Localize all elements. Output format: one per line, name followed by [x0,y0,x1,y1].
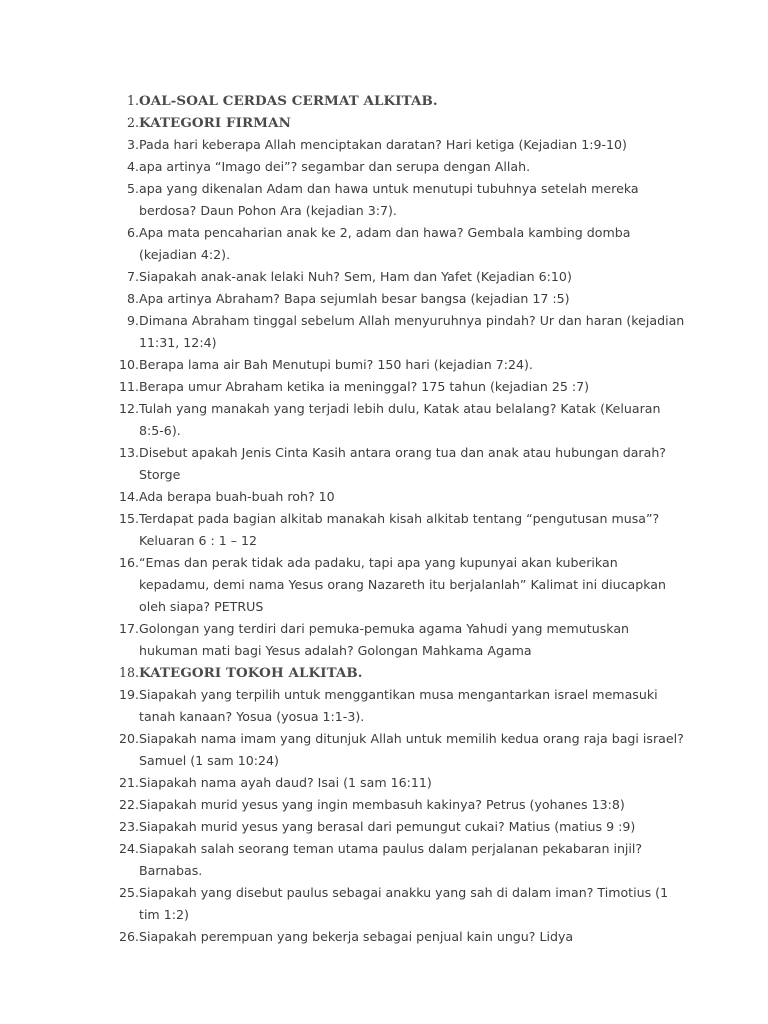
item-number [110,794,139,816]
item-number-label: 9. [126,313,139,328]
item-text: Berapa lama air Bah Menutupi bumi? 150 hari (kejadian 7:24). [139,357,533,372]
item-text: Ada berapa buah-buah roh? 10 [139,489,335,504]
item-text: Apa artinya Abraham? Bapa sejumlah besar bangsa (kejadian 17 :5) [139,291,570,306]
section-heading [110,662,685,684]
list-item [110,310,685,354]
item-number-label: 11. [118,379,139,394]
item-number [110,772,139,794]
item-number-label: 12. [118,401,139,416]
item-number-label: 18. [118,665,139,680]
item-number [110,926,139,948]
item-text: “Emas dan perak tidak ada padaku, tapi apa yang kupunyai akan kuberikan kepadamu, demi nama Yesus orang Nazareth itu berjalanlah” Kalimat ini diucapkan oleh siapa? PETRUS [139,555,666,614]
item-number [110,112,139,134]
item-text: Siapakah perempuan yang bekerja sebagai penjual kain ungu? Lidya [139,929,574,944]
item-number-label: 10. [118,357,139,372]
item-number-label: 25. [118,885,139,900]
item-number-label: 1. [126,93,139,108]
item-text: Berapa umur Abraham ketika ia meninggal? 175 tahun (kejadian 25 :7) [139,379,590,394]
list-item [110,772,685,794]
item-number [110,376,139,398]
item-number-label: 19. [118,687,139,702]
section-heading-text: KATEGORI FIRMAN [139,115,291,131]
item-number-label: 20. [118,731,139,746]
list-item [110,376,685,398]
item-number [110,90,139,112]
list-item [110,794,685,816]
item-number-label: 26. [118,929,139,944]
item-text: Siapakah nama imam yang ditunjuk Allah untuk memilih kedua orang raja bagi israel? Samuel (1 sam 10:24) [139,731,684,768]
list-item [110,486,685,508]
item-number-label: 3. [126,137,139,152]
item-number-label: 8. [126,291,139,306]
item-text: Tulah yang manakah yang terjadi lebih dulu, Katak atau belalang? Katak (Keluaran 8:5-6). [139,401,661,438]
list-item [110,684,685,728]
list-item [110,222,685,266]
item-number [110,838,139,860]
item-number [110,816,139,838]
item-text: Siapakah murid yesus yang ingin membasuh kakinya? Petrus (yohanes 13:8) [139,797,625,812]
item-number [110,882,139,904]
item-number [110,222,139,244]
item-number [110,684,139,706]
item-number [110,178,139,200]
item-text: Siapakah murid yesus yang berasal dari pemungut cukai? Matius (matius 9 :9) [139,819,636,834]
list-item [110,508,685,552]
section-heading [110,90,685,112]
list-item [110,728,685,772]
item-text: Siapakah nama ayah daud? Isai (1 sam 16:11) [139,775,432,790]
list-item [110,354,685,376]
item-text: Terdapat pada bagian alkitab manakah kisah alkitab tentang “pengutusan musa”? Keluaran 6 : 1 – 12 [139,511,660,548]
item-number [110,618,139,640]
item-text: Dimana Abraham tinggal sebelum Allah menyuruhnya pindah? Ur dan haran (kejadian 11:31, 12:4) [139,313,685,350]
item-number-label: 24. [118,841,139,856]
item-number-label: 17. [118,621,139,636]
item-text: Siapakah yang disebut paulus sebagai anakku yang sah di dalam iman? Timotius (1 tim 1:2) [139,885,669,922]
item-number [110,508,139,530]
item-number [110,552,139,574]
item-number [110,486,139,508]
item-number-label: 2. [126,115,139,130]
item-text: Siapakah yang terpilih untuk menggantikan musa mengantarkan israel memasuki tanah kanaan? Yosua (yosua 1:1-3). [139,687,658,724]
item-number [110,442,139,464]
list-item [110,882,685,926]
item-text: apa yang dikenalan Adam dan hawa untuk menutupi tubuhnya setelah mereka berdosa? Daun Pohon Ara (kejadian 3:7). [139,181,639,218]
item-text: Disebut apakah Jenis Cinta Kasih antara orang tua dan anak atau hubungan darah? Storge [139,445,666,482]
item-number-label: 7. [126,269,139,284]
list-item [110,816,685,838]
list-item [110,266,685,288]
item-number [110,354,139,376]
section-heading-text: KATEGORI TOKOH ALKITAB. [139,665,363,681]
item-text: Apa mata pencaharian anak ke 2, adam dan hawa? Gembala kambing domba (kejadian 4:2). [139,225,631,262]
item-number [110,266,139,288]
list-item [110,398,685,442]
list-item [110,288,685,310]
question-list [110,90,685,948]
list-item [110,926,685,948]
item-number-label: 21. [118,775,139,790]
list-item [110,178,685,222]
list-item [110,552,685,618]
list-item [110,838,685,882]
item-number-label: 4. [126,159,139,174]
item-number [110,398,139,420]
list-item [110,442,685,486]
item-text: apa artinya “Imago dei”? segambar dan serupa dengan Allah. [139,159,531,174]
list-item [110,618,685,662]
section-heading-text: OAL-SOAL CERDAS CERMAT ALKITAB. [139,93,438,109]
item-number-label: 22. [118,797,139,812]
item-number [110,156,139,178]
item-number-label: 14. [118,489,139,504]
item-text: Siapakah anak-anak lelaki Nuh? Sem, Ham dan Yafet (Kejadian 6:10) [139,269,572,284]
item-number [110,310,139,332]
list-item [110,156,685,178]
section-heading [110,112,685,134]
item-text: Siapakah salah seorang teman utama paulus dalam perjalanan pekabaran injil? Barnabas. [139,841,643,878]
item-number-label: 16. [118,555,139,570]
item-number-label: 6. [126,225,139,240]
list-item [110,134,685,156]
item-number [110,728,139,750]
item-number-label: 5. [126,181,139,196]
item-number [110,662,139,684]
item-number [110,134,139,156]
item-text: Pada hari keberapa Allah menciptakan daratan? Hari ketiga (Kejadian 1:9-10) [139,137,627,152]
item-number-label: 15. [118,511,139,526]
item-number-label: 23. [118,819,139,834]
item-number-label: 13. [118,445,139,460]
item-text: Golongan yang terdiri dari pemuka-pemuka agama Yahudi yang memutuskan hukuman mati bagi Yesus adalah? Golongan Mahkama Agama [139,621,630,658]
item-number [110,288,139,310]
